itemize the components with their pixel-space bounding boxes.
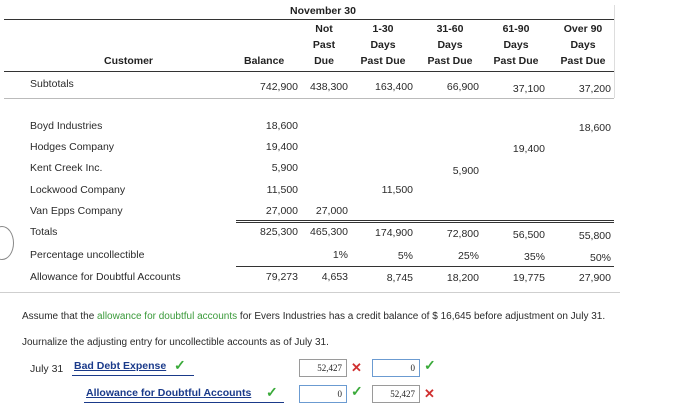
allow-d61-90: 19,775 xyxy=(512,272,545,284)
customer-name: Van Epps Company xyxy=(30,205,123,217)
pct-not-due: 1% xyxy=(332,249,348,261)
customer-header: Customer xyxy=(104,55,154,67)
total-d61-90: 56,500 xyxy=(512,229,545,241)
allow-not-due: 4,653 xyxy=(321,271,348,283)
subtotal-d61-90: 37,100 xyxy=(512,83,545,95)
question-text: Assume that the allowance for doubtful accounts for Evers Industries has a credit balance of $ 16,645 before adjustment on July 31. xyxy=(22,311,606,322)
pct-d1-30: 5% xyxy=(397,250,413,262)
d31-60-header: 31-60 Days Past Due xyxy=(427,23,473,67)
cell-d31-60: 5,900 xyxy=(452,165,479,177)
cell-over90: 18,600 xyxy=(578,122,611,134)
table-title: November 30 xyxy=(290,5,356,17)
debit-row-debit-input[interactable]: 52,427 xyxy=(299,359,347,377)
cell-d1-30: 11,500 xyxy=(381,184,413,196)
title-underline xyxy=(4,19,614,20)
pct-d31-60: 25% xyxy=(457,250,479,262)
credit-account-check-icon: ✓ xyxy=(266,384,278,400)
subtotals-label: Subtotals xyxy=(30,78,74,90)
table-bottom-border xyxy=(0,292,620,293)
cell-balance: 19,400 xyxy=(265,141,298,153)
totals-label: Totals xyxy=(30,226,58,238)
table-right-border xyxy=(614,5,615,98)
total-balance: 825,300 xyxy=(260,226,298,238)
instruction-text: Journalize the adjusting entry for uncollectible accounts as of July 31. xyxy=(22,337,329,348)
subtotal-over90: 37,200 xyxy=(578,83,611,95)
cell-balance: 11,500 xyxy=(266,184,298,196)
credit-row-credit-input[interactable]: 52,427 xyxy=(372,385,420,403)
allowance-link[interactable]: allowance for doubtful accounts xyxy=(97,311,238,322)
balance-header: Balance xyxy=(244,55,285,67)
allow-over90: 27,900 xyxy=(578,272,611,284)
debit-account-check-icon: ✓ xyxy=(174,357,186,373)
debit-account-underline xyxy=(72,375,194,376)
allow-d1-30: 8,745 xyxy=(386,272,413,284)
over90-header: Over 90 Days Past Due xyxy=(560,23,606,67)
customer-name: Hodges Company xyxy=(30,141,115,153)
totals-rule-2 xyxy=(236,222,614,223)
total-over90: 55,800 xyxy=(578,230,611,242)
subtotal-divider xyxy=(4,98,614,99)
customer-name: Boyd Industries xyxy=(30,120,103,132)
subtotal-d31-60: 66,900 xyxy=(446,81,479,93)
cell-balance: 5,900 xyxy=(271,162,298,174)
allow-d31-60: 18,200 xyxy=(446,272,479,284)
header-underline xyxy=(4,71,614,72)
percentage-label: Percentage uncollectible xyxy=(30,249,145,261)
totals-rule-1 xyxy=(236,220,614,221)
subtotal-not-due: 438,300 xyxy=(310,81,348,93)
journal-date: July 31 xyxy=(30,363,64,375)
total-not-due: 465,300 xyxy=(310,226,348,238)
allow-balance: 79,273 xyxy=(265,271,298,283)
pct-d61-90: 35% xyxy=(523,251,545,263)
total-d1-30: 174,900 xyxy=(375,227,413,239)
d61-90-header: 61-90 Days Past Due xyxy=(493,23,539,67)
credit-row-credit-x-icon: ✕ xyxy=(424,386,435,401)
cell-balance: 18,600 xyxy=(265,120,298,132)
credit-account-name[interactable]: Allowance for Doubtful Accounts xyxy=(86,387,252,399)
customer-name: Kent Creek Inc. xyxy=(30,162,103,174)
credit-account-underline xyxy=(84,402,284,403)
debit-row-debit-x-icon: ✕ xyxy=(351,360,362,375)
pct-over90: 50% xyxy=(589,252,611,264)
cell-not-due: 27,000 xyxy=(315,205,348,217)
debit-row-credit-input[interactable]: 0 xyxy=(372,359,420,377)
not-due-header: Not Past Due xyxy=(312,23,336,67)
debit-account-name[interactable]: Bad Debt Expense xyxy=(74,360,167,372)
subtotal-balance: 742,900 xyxy=(260,81,298,93)
cell-balance: 27,000 xyxy=(265,205,298,217)
credit-row-debit-check-icon: ✓ xyxy=(351,383,363,399)
debit-row-credit-check-icon: ✓ xyxy=(424,357,436,373)
cell-d61-90: 19,400 xyxy=(512,143,545,155)
previous-nav-handle[interactable] xyxy=(0,226,14,260)
total-d31-60: 72,800 xyxy=(446,228,479,240)
subtotal-d1-30: 163,400 xyxy=(375,81,413,93)
allowance-label: Allowance for Doubtful Accounts xyxy=(30,271,181,283)
credit-row-debit-input[interactable]: 0 xyxy=(299,385,347,403)
d1-30-header: 1-30 Days Past Due xyxy=(360,23,406,67)
customer-name: Lockwood Company xyxy=(30,184,126,196)
percentage-rule xyxy=(236,266,614,267)
